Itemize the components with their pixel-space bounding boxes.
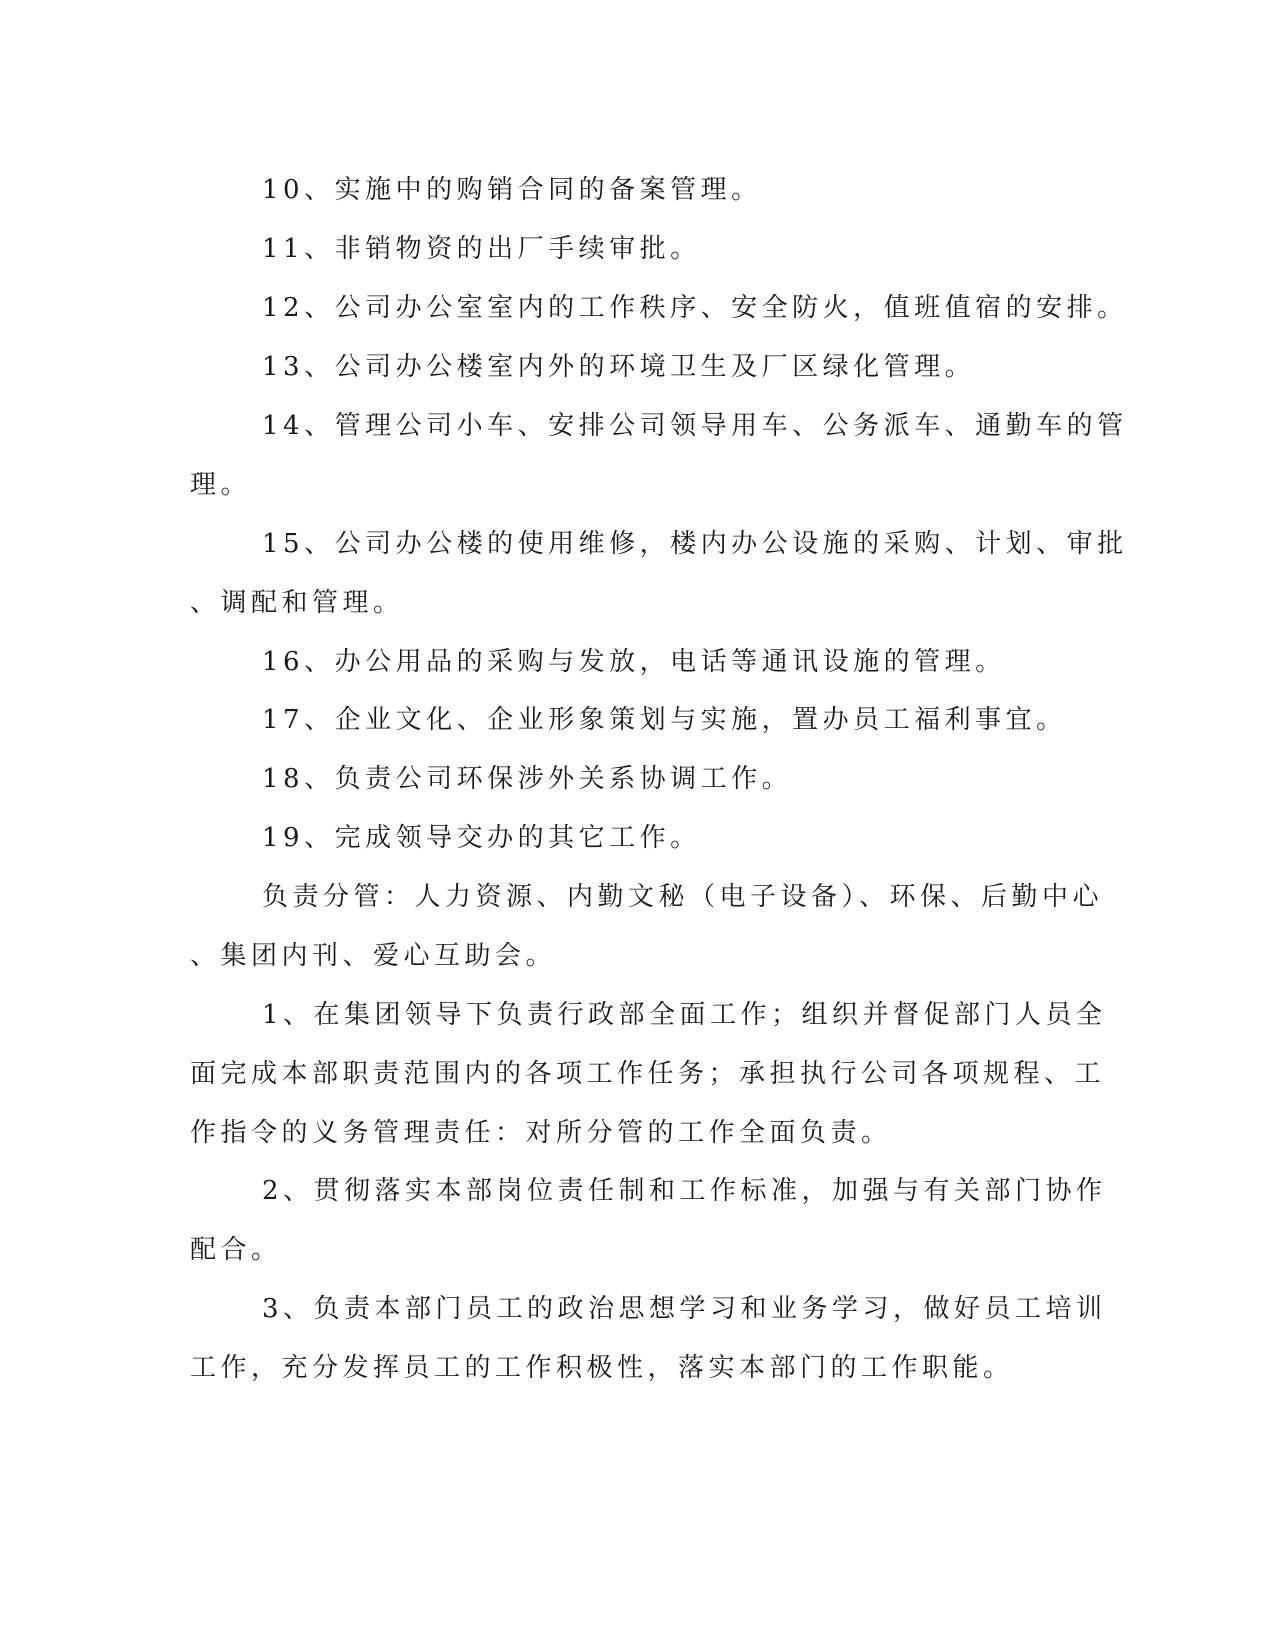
- text-line: 17、企业文化、企业形象策划与实施，置办员工福利事宜。: [262, 705, 1067, 735]
- text-line: 理。: [190, 470, 252, 500]
- text-line: 、集团内刊、爱心互助会。: [190, 941, 557, 971]
- text-line: 16、办公用品的采购与发放，电话等通讯设施的管理。: [262, 647, 1006, 677]
- text-line: 13、公司办公楼室内外的环境卫生及厂区绿化管理。: [262, 352, 976, 382]
- text-line: 15、公司办公楼的使用维修，楼内办公设施的采购、计划、审批: [262, 529, 1128, 559]
- text-line: 配合。: [190, 1235, 282, 1265]
- text-line: 、调配和管理。: [190, 588, 404, 618]
- text-line: 1、在集团领导下负责行政部全面工作；组织并督促部门人员全: [262, 1000, 1107, 1030]
- text-line: 14、管理公司小车、安排公司领导用车、公务派车、通勤车的管: [262, 411, 1128, 441]
- text-line: 12、公司办公室室内的工作秩序、安全防火，值班值宿的安排。: [262, 293, 1128, 323]
- text-line: 面完成本部职责范围内的各项工作任务；承担执行公司各项规程、工: [190, 1059, 1106, 1089]
- text-line: 10、实施中的购销合同的备案管理。: [262, 175, 762, 205]
- text-line: 负责分管：人力资源、内勤文秘（电子设备）、环保、后勤中心: [262, 882, 1104, 912]
- text-line: 2、贯彻落实本部岗位责任制和工作标准，加强与有关部门协作: [262, 1176, 1107, 1206]
- text-line: 工作，充分发挥员工的工作积极性，落实本部门的工作职能。: [190, 1353, 1014, 1383]
- text-line: 3、负责本部门员工的政治思想学习和业务学习，做好员工培训: [262, 1294, 1107, 1324]
- text-line: 19、完成领导交办的其它工作。: [262, 823, 701, 853]
- text-line: 作指令的义务管理责任：对所分管的工作全面负责。: [190, 1118, 892, 1148]
- text-line: 11、非销物资的出厂手续审批。: [262, 234, 701, 264]
- text-line: 18、负责公司环保涉外关系协调工作。: [262, 764, 793, 794]
